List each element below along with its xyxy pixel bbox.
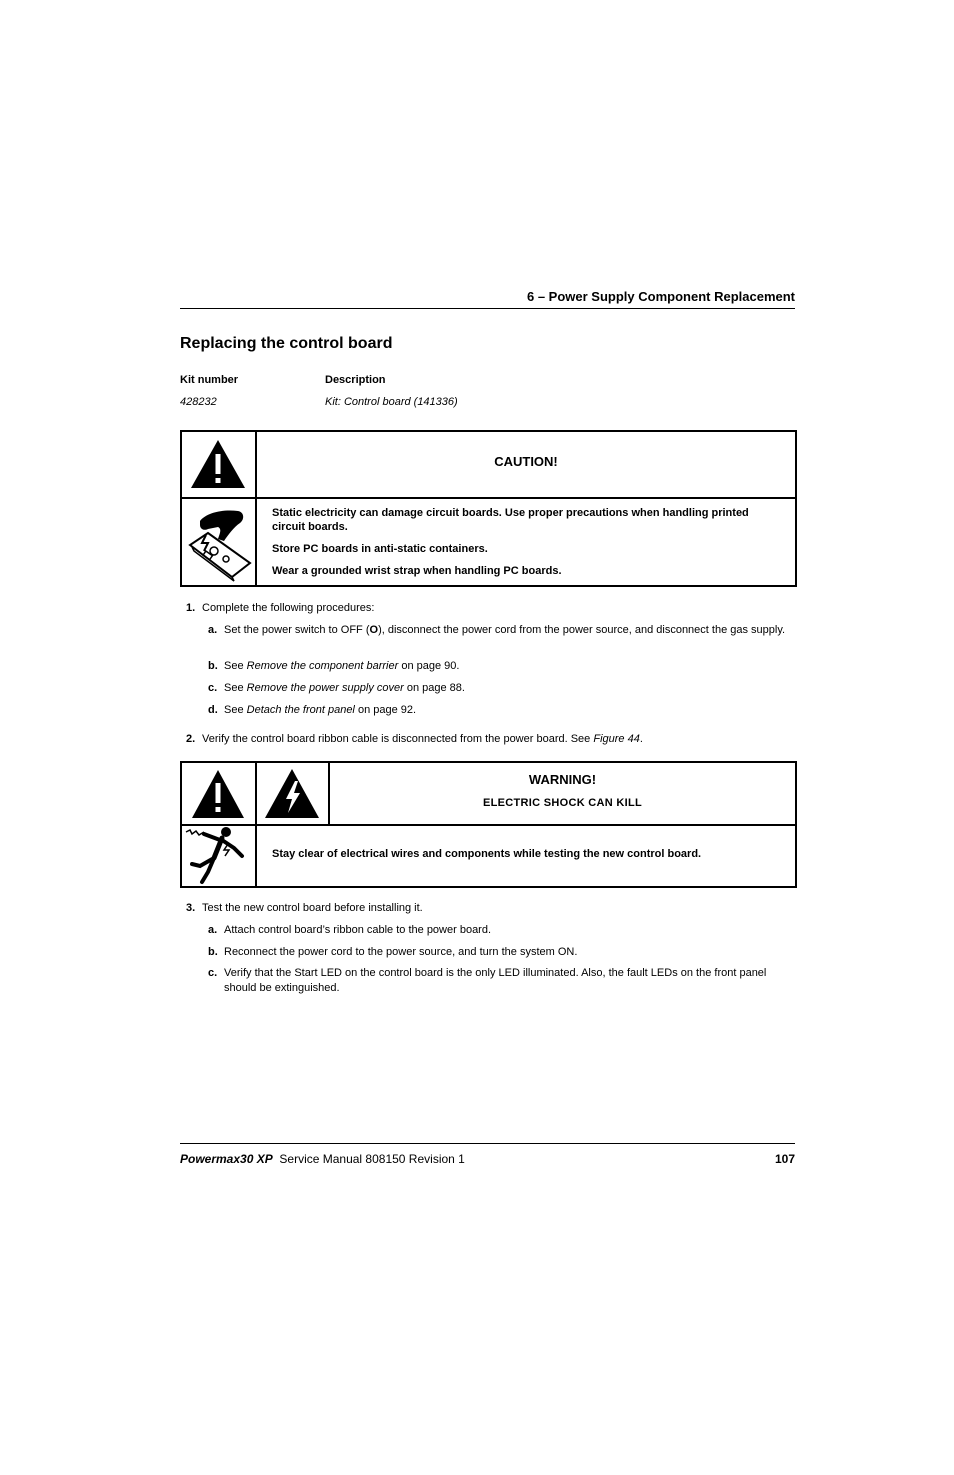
substep-letter: a. bbox=[208, 924, 218, 936]
caution-line: Wear a grounded wrist strap when handling PC boards. bbox=[272, 565, 562, 577]
step-text: Complete the following procedures: bbox=[202, 602, 375, 614]
page-number: 107 bbox=[774, 1152, 795, 1166]
cross-reference-link[interactable]: Remove the component barrier bbox=[246, 660, 399, 672]
substep-text: See Remove the component barrier on page 90. bbox=[224, 660, 460, 672]
description-header: Description bbox=[325, 374, 386, 386]
cross-reference-link[interactable]: Remove the power supply cover bbox=[246, 682, 404, 694]
warning-triangle-icon bbox=[182, 763, 255, 824]
substep-letter: a. bbox=[208, 624, 218, 636]
manual-info: Service Manual 808150 Revision 1 bbox=[279, 1152, 465, 1166]
footer-left bbox=[180, 1152, 465, 1166]
substep-letter: c. bbox=[208, 967, 218, 979]
electric-shock-person-icon bbox=[182, 826, 255, 886]
caution-line: Static electricity can damage circuit boards. Use proper precautions when handling printed circuit boards. bbox=[272, 507, 749, 533]
static-hand-icon bbox=[182, 499, 255, 585]
substep-text: See Remove the power supply cover on page 88. bbox=[224, 682, 465, 694]
substep-letter: b. bbox=[208, 946, 218, 958]
cross-reference-link[interactable]: Detach the front panel bbox=[246, 704, 355, 716]
footer-rule bbox=[180, 1143, 795, 1144]
substep-text: Set the power switch to OFF (O), disconnect the power cord from the power source, and disconnect the gas supply. bbox=[224, 624, 786, 636]
warning-title: WARNING! bbox=[528, 772, 597, 787]
figure-reference-link[interactable]: Figure 44 bbox=[593, 733, 640, 745]
kit-number-value: 428232 bbox=[180, 396, 217, 408]
substep-text: Verify that the Start LED on the control board is the only LED illuminated. Also, the fault LEDs on the front panel should be extinguished. bbox=[224, 967, 767, 994]
substep-text: Attach control board’s ribbon cable to the power board. bbox=[224, 924, 492, 936]
high-voltage-icon bbox=[257, 763, 328, 824]
substep-letter: c. bbox=[208, 682, 218, 694]
step-number: 3. bbox=[186, 902, 196, 914]
product-name: Powermax30 XP bbox=[180, 1152, 273, 1166]
warning-triangle-icon bbox=[182, 432, 255, 497]
warning-box bbox=[180, 761, 797, 888]
step-text: Test the new control board before installing it. bbox=[202, 902, 423, 914]
caution-box bbox=[180, 430, 797, 587]
warning-subtitle: ELECTRIC SHOCK CAN KILL bbox=[482, 797, 643, 809]
step-number: 2. bbox=[186, 733, 196, 745]
step-number: 1. bbox=[186, 602, 196, 614]
substep-letter: b. bbox=[208, 660, 218, 672]
kit-number-header: Kit number bbox=[180, 374, 239, 386]
caution-title: CAUTION! bbox=[494, 454, 558, 469]
substep-text: See Detach the front panel on page 92. bbox=[224, 704, 417, 716]
substep-text: Reconnect the power cord to the power source, and turn the system ON. bbox=[224, 946, 578, 958]
header-rule bbox=[180, 308, 795, 309]
step-text: Verify the control board ribbon cable is disconnected from the power board. See Figure 44. bbox=[202, 733, 643, 745]
caution-line: Store PC boards in anti-static containers. bbox=[272, 543, 488, 555]
caution-body bbox=[272, 506, 782, 586]
section-title: Replacing the control board bbox=[180, 335, 393, 352]
substep-letter: d. bbox=[208, 704, 218, 716]
warning-body: Stay clear of electrical wires and components while testing the new control board. bbox=[272, 848, 702, 860]
kit-description-value: Kit: Control board (141336) bbox=[325, 396, 458, 408]
chapter-header: 6 – Power Supply Component Replacement bbox=[527, 289, 795, 304]
